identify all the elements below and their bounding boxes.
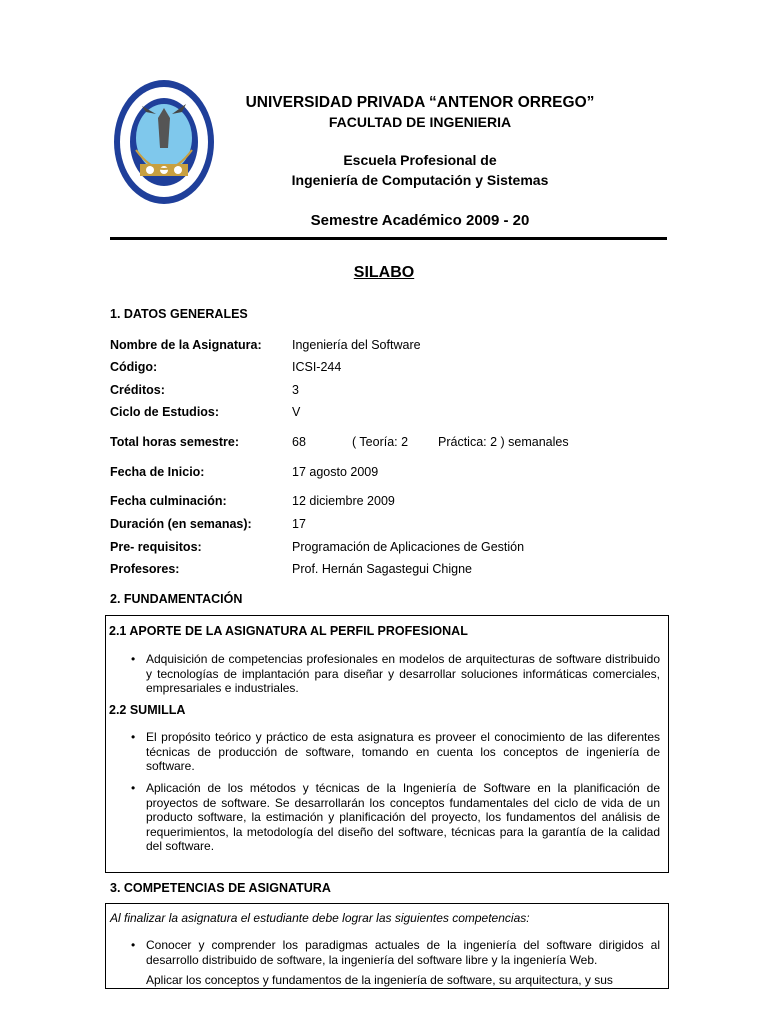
subsection-2-2-title: 2.2 SUMILLA [109, 703, 186, 717]
school-line-2: Ingeniería de Computación y Sistemas [291, 172, 549, 188]
value-end-date: 12 diciembre 2009 [292, 494, 395, 508]
value-prerequisites: Programación de Aplicaciones de Gestión [292, 540, 525, 554]
section-2-title: 2. FUNDAMENTACIÓN [110, 592, 243, 606]
label-code: Código: [110, 360, 158, 374]
header-divider [110, 237, 667, 240]
label-course-name: Nombre de la Asignatura: [110, 338, 262, 352]
list-item: • Adquisición de competencias profesionales en modelos de arquitecturas de software distribuido y tecnologías de implantación para diseñar y desarrollar soluciones informáticas comerciales, empresariales e industriales. [146, 652, 660, 696]
value-credits: 3 [292, 383, 299, 397]
label-cycle: Ciclo de Estudios: [110, 405, 220, 419]
label-prerequisites: Pre- requisitos: [110, 540, 202, 554]
semester-title: Semestre Académico 2009 - 20 [310, 212, 530, 229]
value-total-hours: 68 [292, 435, 306, 449]
value-course-name: Ingeniería del Software [292, 338, 421, 352]
school-line-1: Escuela Profesional de [343, 152, 497, 168]
competencias-box [105, 903, 669, 989]
list-item: • Aplicación de los métodos y técnicas de la Ingeniería de Software en la planificación de proyectos de software. Se desarrollarán los conceptos fundamentales del ciclo de vida de un producto software, la estimación y planificación del proyecto, los fundamentos del análisis de requerimientos, la metodología del diseño del software, técnicas para la garantía de la calidad del software. [146, 781, 660, 854]
faculty-name: FACULTAD DE INGENIERIA [328, 114, 512, 130]
value-duration: 17 [292, 517, 306, 531]
label-credits: Créditos: [110, 383, 165, 397]
competencias-intro: Al finalizar la asignatura el estudiante debe lograr las siguientes competencias: [110, 911, 530, 925]
value-code: ICSI-244 [292, 360, 342, 374]
university-name: UNIVERSIDAD PRIVADA “ANTENOR ORREGO” [245, 94, 595, 111]
label-end-date: Fecha culminación: [110, 494, 227, 508]
value-start-date: 17 agosto 2009 [292, 465, 379, 479]
label-start-date: Fecha de Inicio: [110, 465, 205, 479]
value-professors: Prof. Hernán Sagastegui Chigne [292, 562, 472, 576]
value-theory-hours: ( Teoría: 2 [352, 435, 409, 449]
fundamentacion-box [105, 615, 669, 873]
label-total-hours: Total horas semestre: [110, 435, 239, 449]
section-1-title: 1. DATOS GENERALES [110, 307, 248, 321]
value-cycle: V [292, 405, 301, 419]
subsection-2-1-title: 2.1 APORTE DE LA ASIGNATURA AL PERFIL PROFESIONAL [109, 624, 468, 638]
list-item: • Aplicar los conceptos y fundamentos de la ingeniería de software, su arquitectura, y sus [146, 973, 660, 988]
list-item: • El propósito teórico y práctico de esta asignatura es proveer el conocimiento de las diferentes técnicas de producción de software, tomando en cuenta los conceptos de ingeniería de software. [146, 730, 660, 774]
value-practice-hours: Práctica: 2 ) semanales [438, 435, 569, 449]
section-3-title: 3. COMPETENCIAS DE ASIGNATURA [110, 881, 331, 895]
list-item: • Conocer y comprender los paradigmas actuales de la ingeniería del software dirigidos al desarrollo distribuido de software, la ingeniería del software libre y la ingeniería Web. [146, 938, 660, 967]
document-title: SILABO [353, 264, 415, 281]
label-professors: Profesores: [110, 562, 180, 576]
university-seal-logo [112, 78, 216, 206]
label-duration: Duración (en semanas): [110, 517, 252, 531]
